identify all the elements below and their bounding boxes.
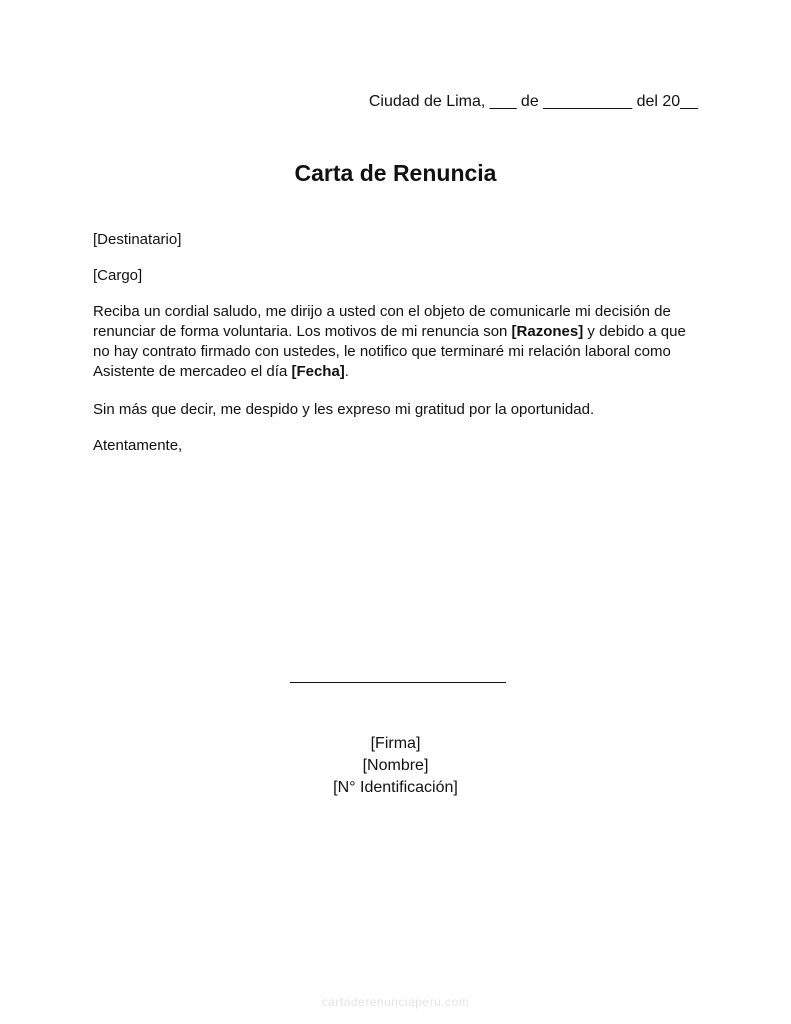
signature-line bbox=[290, 682, 506, 683]
closing-text: Atentamente, bbox=[93, 437, 183, 454]
id-number-placeholder: [N° Identificación] bbox=[333, 779, 458, 796]
signature-block bbox=[0, 733, 791, 799]
position-placeholder: [Cargo] bbox=[93, 267, 143, 284]
date-line: Ciudad de Lima, ___ de __________ del 20__ bbox=[368, 93, 698, 110]
watermark: cartaderenunciaperu.com bbox=[321, 995, 470, 1009]
signature-placeholder: [Firma] bbox=[370, 735, 421, 752]
paragraph-1-text-b: y debido a que no hay contrato firmado con ustedes, le notifico que terminaré mi relación laboral como Asistente de mercadeo el día bbox=[93, 323, 686, 380]
recipient-placeholder: [Destinatario] bbox=[93, 231, 182, 248]
name-placeholder: [Nombre] bbox=[362, 757, 429, 774]
paragraph-1-text-c: . bbox=[344, 363, 349, 380]
body-paragraph-2: Sin más que decir, me despido y les expreso mi gratitud por la oportunidad. bbox=[93, 401, 595, 418]
paragraph-1-text-a: Reciba un cordial saludo, me dirijo a usted con el objeto de comunicarle mi decisión de renunciar de forma voluntaria. Los motivos de mi renuncia son bbox=[93, 303, 671, 340]
date-placeholder: [Fecha] bbox=[291, 363, 345, 380]
reasons-placeholder: [Razones] bbox=[511, 323, 584, 340]
body-paragraph-1 bbox=[93, 302, 703, 382]
document-title: Carta de Renuncia bbox=[294, 160, 497, 186]
